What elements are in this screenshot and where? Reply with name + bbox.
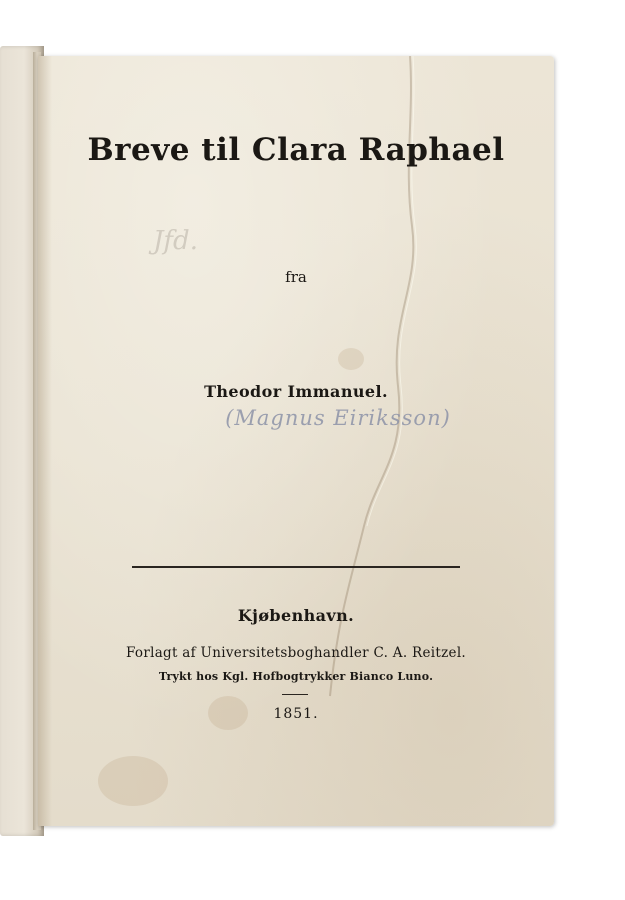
publisher-line: Forlagt af Universitetsboghandler C. A. Reitzel. [125, 645, 467, 661]
preposition-text: fra [285, 268, 307, 286]
place-of-publication: Kjøbenhavn. [237, 606, 355, 625]
faint-bleed-through-signature: Jfd. [153, 226, 198, 256]
paper-stain [338, 348, 364, 370]
book-title: Breve til Clara Raphael [87, 132, 505, 168]
publication-year: 1851. [273, 706, 319, 722]
paper-stain [98, 756, 168, 806]
title-page [38, 56, 554, 826]
divider-rule [132, 566, 460, 568]
author-name: Theodor Immanuel. [204, 382, 388, 401]
short-divider [282, 694, 308, 695]
printer-line: Trykt hos Kgl. Hofbogtrykker Bianco Luno. [158, 670, 434, 683]
handwritten-attribution: (Magnus Eiriksson) [225, 406, 451, 430]
